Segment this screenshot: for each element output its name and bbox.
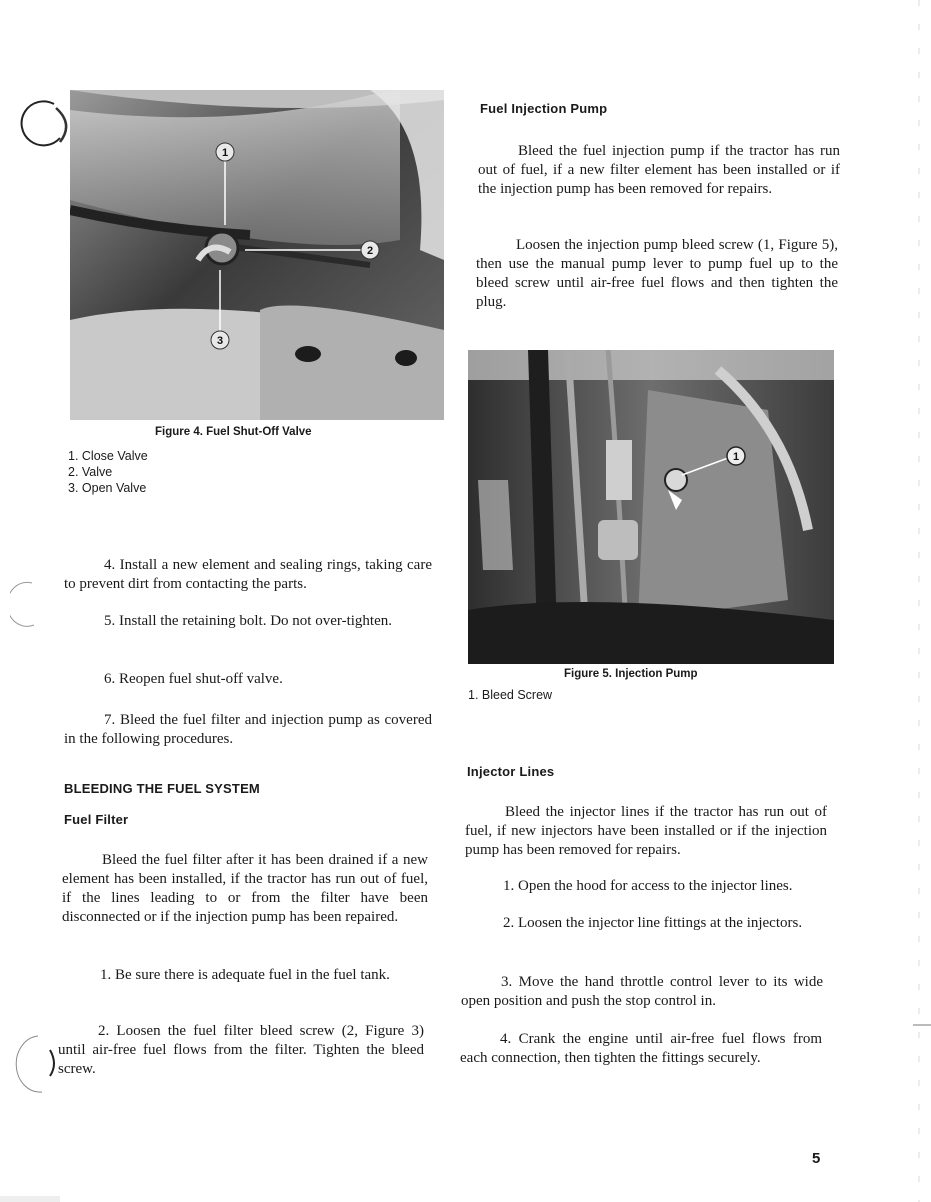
injection-pump-para-1: Bleed the fuel injection pump if the tractor has run out of fuel, if a new filter element has been installed or if the injection pump has been removed for repairs.: [478, 143, 840, 197]
injector-lines-step-3: 3. Move the hand throttle control lever to its wide open position and push the stop control in.: [461, 974, 823, 1009]
binder-hole-mark-middle: [10, 575, 60, 635]
figure-4-legend: [68, 448, 148, 496]
fuel-filter-intro: Bleed the fuel filter after it has been drained if a new element has been installed, if the tractor has run out of fuel, if the lines leading to or from the filter have been disconnected or if the injection pump has been repaired.: [62, 852, 428, 925]
section-heading-bleeding-fuel-system: BLEEDING THE FUEL SYSTEM: [64, 781, 260, 796]
figure-4-callout-2: 2: [366, 245, 374, 257]
subheading-injector-lines: Injector Lines: [467, 764, 555, 779]
step-5-text: 5. Install the retaining bolt. Do not over-tighten.: [104, 613, 392, 629]
injector-lines-intro: Bleed the injector lines if the tractor has run out of fuel, if new injectors have been installed or if the injection pump has been removed for repairs.: [465, 804, 827, 858]
scan-bottom-mark: [0, 1196, 60, 1202]
legend-item: 3. Open Valve: [68, 481, 147, 495]
scan-edge-marks: [905, 0, 931, 1202]
figure-5-callout-1: 1: [732, 451, 740, 463]
figure-5-caption: Figure 5. Injection Pump: [564, 668, 698, 680]
figure-4-callout-3: 3: [216, 335, 224, 347]
binder-hole-mark-top: [14, 98, 74, 158]
injector-lines-step-2: 2. Loosen the injector line fittings at the injectors.: [503, 915, 803, 931]
figure-5-legend: [468, 687, 552, 703]
step-4-text: 4. Install a new element and sealing rings, taking care to prevent dirt from contacting the parts.: [64, 557, 432, 592]
legend-item: 1. Bleed Screw: [468, 688, 553, 702]
step-7-text: 7. Bleed the fuel filter and injection pump as covered in the following procedures.: [64, 712, 432, 747]
injection-pump-para-2: Loosen the injection pump bleed screw (1, Figure 5), then use the manual pump lever to pump fuel up to the bleed screw until air-free fuel flows and then tighten the plug.: [476, 237, 838, 310]
binder-hole-mark-bottom: [8, 1030, 58, 1100]
figure-5-photo: [468, 350, 834, 664]
figure-4-photo: [70, 90, 444, 420]
figure-4-caption: Figure 4. Fuel Shut-Off Valve: [155, 426, 312, 438]
legend-item: 1. Close Valve: [68, 449, 148, 463]
step-6-text: 6. Reopen fuel shut-off valve.: [104, 671, 283, 687]
fuel-filter-step-1: 1. Be sure there is adequate fuel in the fuel tank.: [100, 967, 390, 983]
subheading-fuel-injection-pump: Fuel Injection Pump: [480, 101, 608, 116]
figure-4-callout-1: 1: [221, 147, 229, 159]
page-number: 5: [812, 1150, 821, 1167]
injector-lines-step-1: 1. Open the hood for access to the injector lines.: [503, 878, 793, 894]
subheading-fuel-filter: Fuel Filter: [64, 812, 129, 827]
legend-item: 2. Valve: [68, 465, 113, 479]
injector-lines-step-4: 4. Crank the engine until air-free fuel flows from each connection, then tighten the fittings securely.: [460, 1031, 822, 1066]
fuel-filter-step-2: 2. Loosen the fuel filter bleed screw (2, Figure 3) until air-free fuel flows from the filter. Tighten the bleed screw.: [58, 1023, 424, 1077]
